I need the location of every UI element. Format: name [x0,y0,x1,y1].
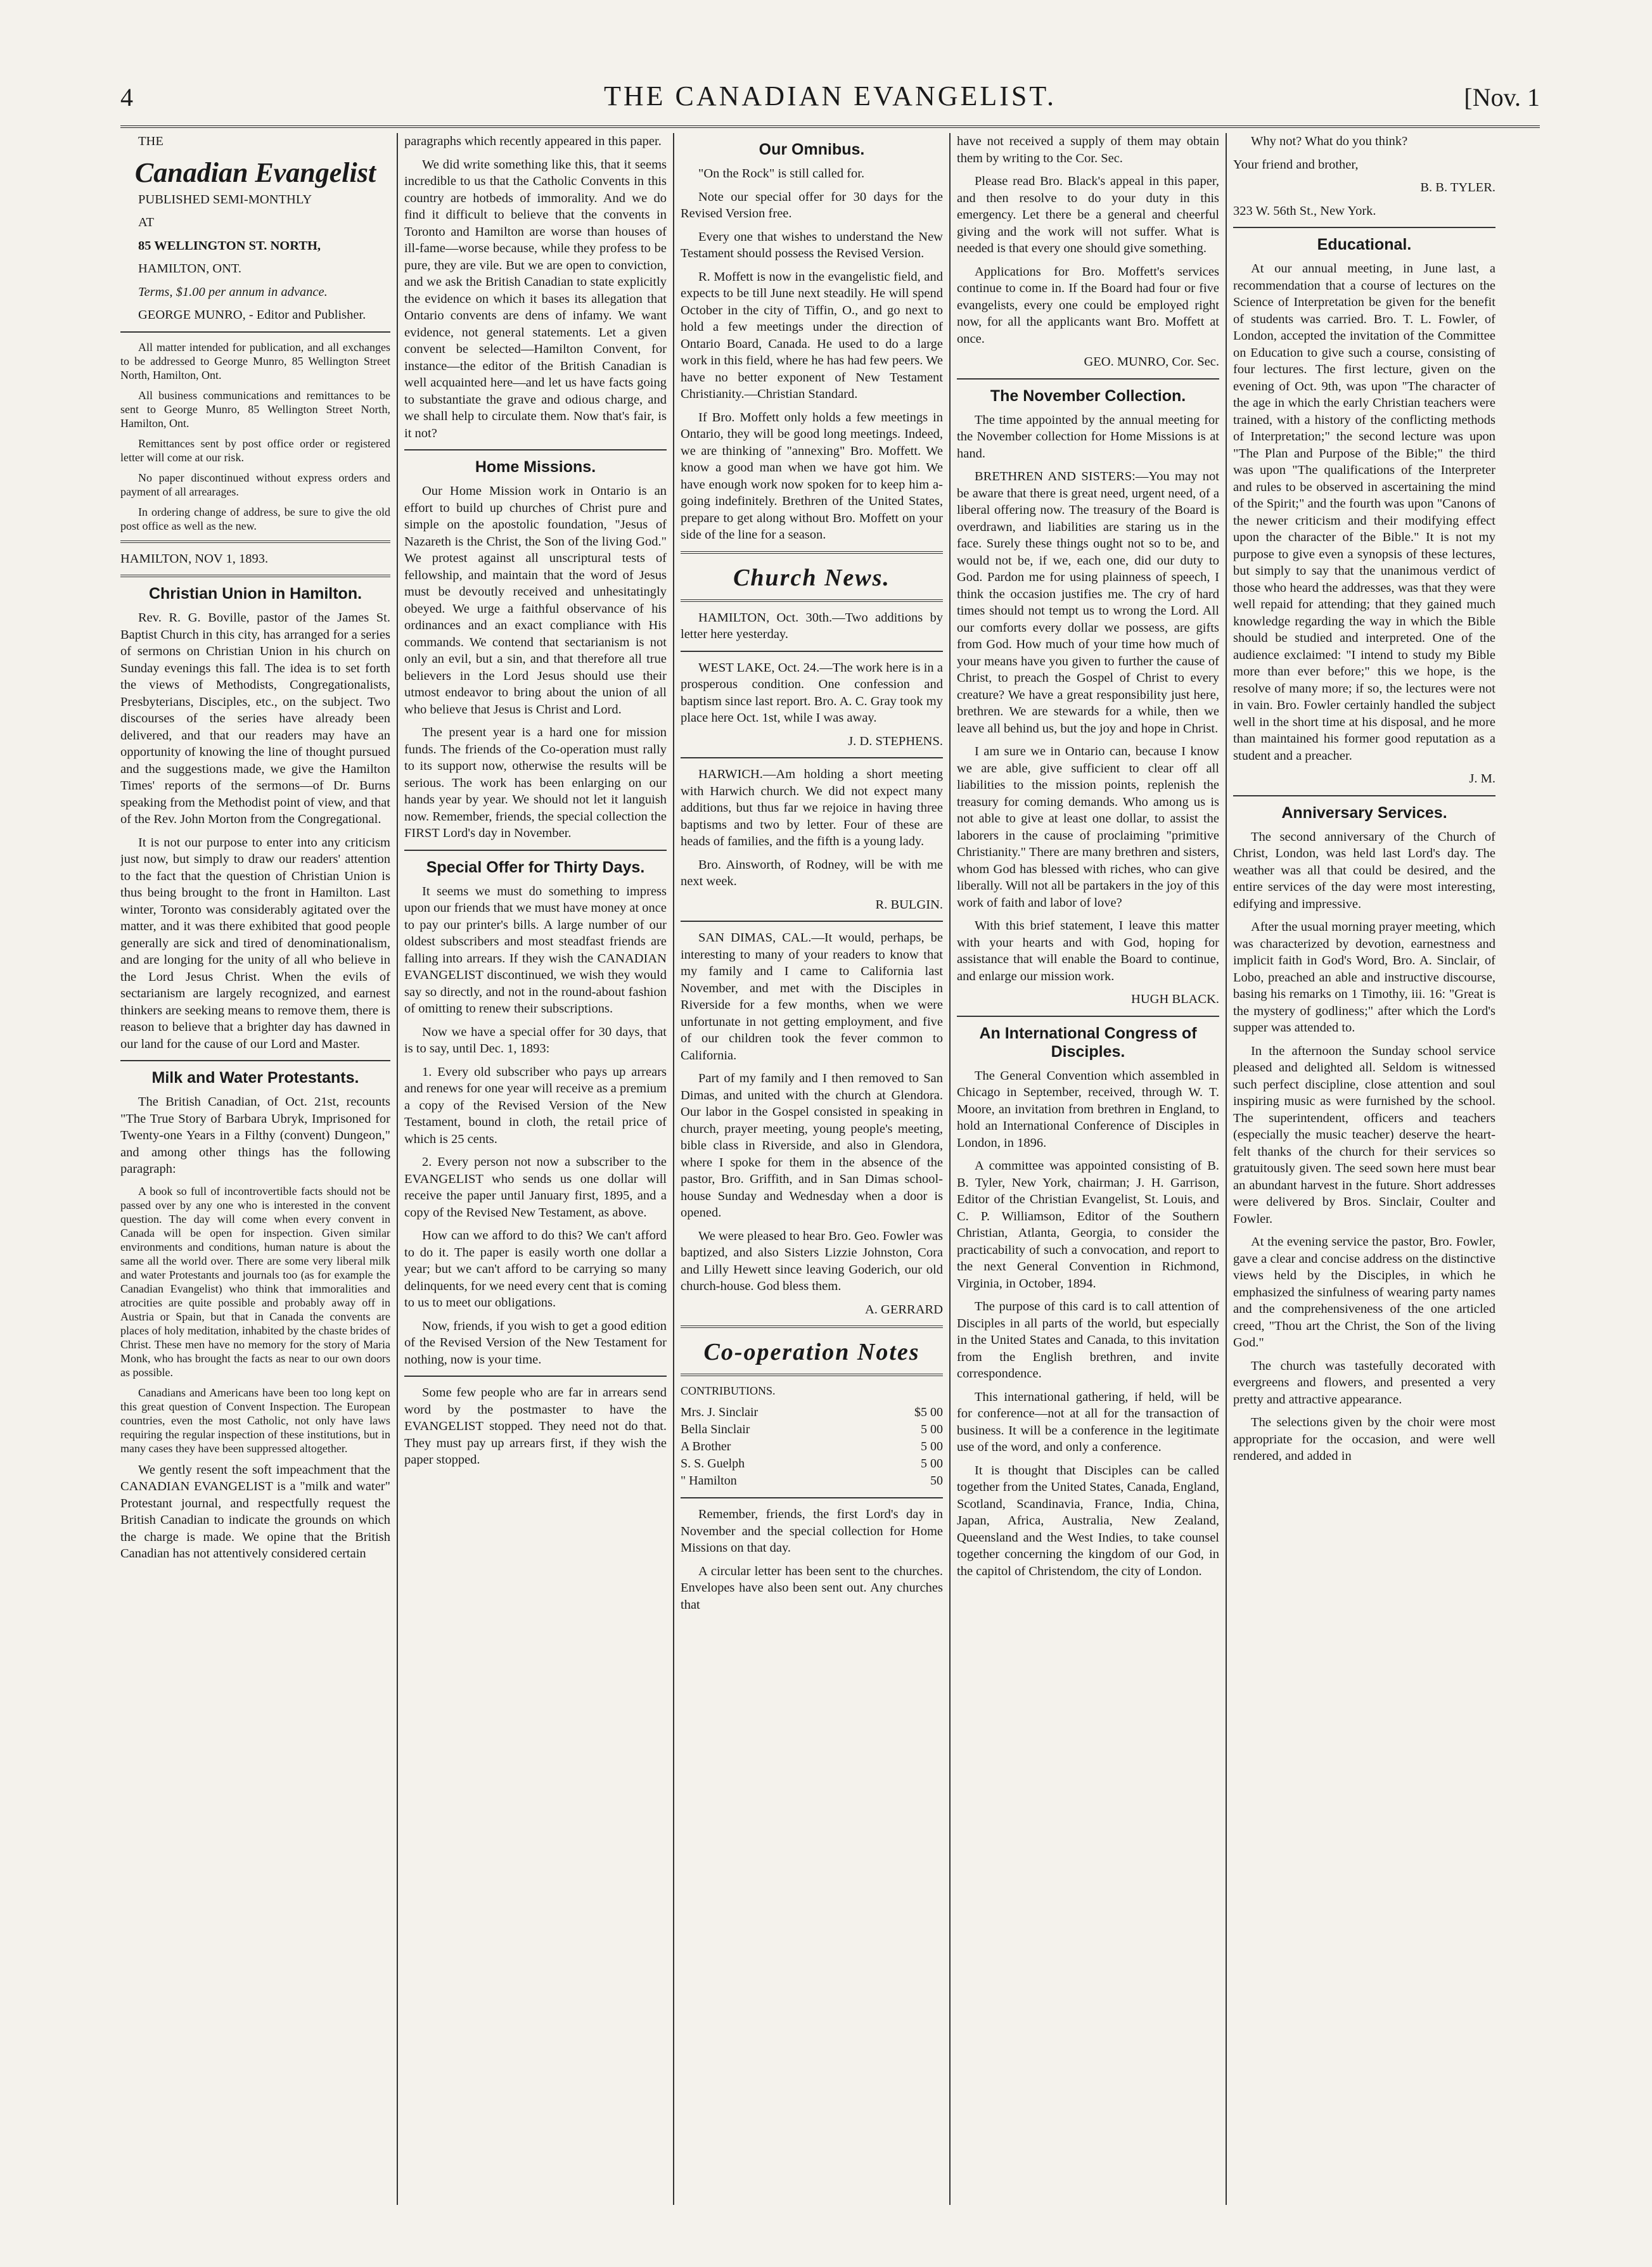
article-quote: A book so full of incontrovertible facts should not be passed over by any one who is interested in the convent question. The day will come when every convent in Canada will be open for inspection. Given similar environments and conditions, human nature is about the same all the world over. There are some very liberal milk and water Protestants and journals too (as for example the Canadian Evangelist) who think that immoralities and atrocities are quite possible and probably away off in Austria or Spain, but that in Canada the convents are places of holy meditation, inhabited by the chaste brides of Christ. These men have no memory for the story of Maria Monk, who has brought the facts as near to our own doors as possible. [120,1184,390,1379]
article-paragraph: Our Home Mission work in Ontario is an effort to build up churches of Christ pure and simple on the apostolic foundation, "Jesus of Nazareth is the Christ, the Son of the living God." We protest against all unscriptural tests of fellowship, and maintain that the word of Jesus must be devoutly received and unhesitatingly obeyed. We urge a faithful observance of his ordinances and an exact compliance with His commands. We contend that sectarianism is not only an evil, but a sin, and that therefore all true believers in the Lord Jesus should use their utmost endeavor to bring about the union of all who believe that Jesus is Christ and Lord. [404,484,667,717]
contribution-row [681,1455,943,1472]
page-header [120,76,1540,120]
article-paragraph: Why not? What do you think? [1251,134,1408,148]
article-paragraph: Your friend and brother, [1233,157,1359,172]
masthead-address: 85 WELLINGTON ST. NORTH, [138,238,321,253]
section-title: Co-operation Notes [703,1339,920,1365]
article-paragraph: The church was tastefully decorated with evergreens and flowers, and presented a very pretty and attractive appearance. [1233,1358,1495,1407]
divider [681,921,943,922]
article-paragraph: SAN DIMAS, CAL.—It would, perhaps, be interesting to many of your readers to know that my family and I came to California last November, and met with the Disciples in Riverside for a few months, when we were unfortunate in not getting employment, and five of our children took the fever common to California. [681,931,943,1063]
column-1 [120,133,397,2205]
divider [1233,795,1495,796]
article-paragraph: Part of my family and I then removed to San Dimas, and united with the church at Glendora. Our labor in the Gospel consisted in speaking in church, prayer meeting, young people's meeting, bible class in Riverside, and also in Glendora, where I spoke for them in the absence of the pastor, Bro. Griffith, and in San Dimas school-house Sunday and Wednesday when a door is opened. [681,1071,943,1220]
masthead-name: Canadian Evangelist [134,156,376,188]
article-paragraph: At our annual meeting, in June last, a recommendation that a course of lectures on the Science of Interpretation be given for the benefit of students was carried. Bro. T. L. Fowler, of London, accepted the invitation of the Committee on Education to give such a course, consisting of four lectures. The first lecture, given on the evening of Oct. 9th, was upon "The character of the age in which the early Christian teachers were trained, with a history of the conflicting methods of Interpretation;" the second lecture was upon "The Plan and Purpose of the Bible;" the third was upon "The qualifications of the Interpreter and rules to be observed in ascertaining the mind of the Spirit;" and the fourth was upon "Canons of the newer criticism and their modifying effect upon the character of the Bible." It is not my purpose to give even a synopsis of these lectures, but simply to say that the unanimous verdict of those who heard the addresses, was that they were well repaid for attending; that they gained much knowledge regarding the way in which the Bible should be studied and interpreted. One of the audience exclaimed: "I intend to study my Bible more than ever before;" this we hope, is the resolve of many more; if so, the lectures were not in vain. Bro. Fowler certainly handled the subject well in the short time at his disposal, and he more than maintained his former good reputation as a student and a preacher. [1233,262,1495,763]
article-paragraph: 1. Every old subscriber who pays up arrears and renews for one year will receive as a premium a copy of the Revised Version of the New Testament, bound in cloth, the retail price of which is 25 cents. [404,1064,667,1146]
article-paragraph: R. Moffett is now in the evangelistic field, and expects to be till June next steadily. He will spend October in the city of Tiffin, O., and go next to hold a few meetings under the direction of Ontario Board, Canada. He used to do a large work in this field, where he has had few peers. We have no better exponent of New Testament Christianity.—Christian Standard. [681,269,943,401]
notice: All matter intended for publication, and all exchanges to be addressed to George Munro, 85 Wellington Street North, Hamilton, Ont. [120,340,390,381]
article-title: Special Offer for Thirty Days. [426,858,645,876]
article-paragraph: The time appointed by the annual meeting for the November collection for Home Missions is at hand. [957,412,1219,461]
article-paragraph: With this brief statement, I leave this matter with your hearts and with God, hoping for assistance that will enable the Board to continue, and enlarge our mission work. [957,919,1219,983]
signature: B. B. TYLER. [1420,181,1495,195]
article-title: Our Omnibus. [759,141,865,158]
masthead-published: PUBLISHED SEMI-MONTHLY [138,192,312,207]
masthead-at: AT [138,215,155,229]
article-paragraph: 2. Every person not now a subscriber to the EVANGELIST who sends us one dollar will receive the paper until January first, 1895, and a copy of the Revised New Testament, as above. [404,1155,667,1220]
article-paragraph: How can we afford to do this? We can't afford to do it. The paper is easily worth one dollar a year; but we can't afford to be carrying so many delinquents, for we need every cent that is coming to us to meet our obligations. [404,1229,667,1310]
article-paragraph: Rev. R. G. Boville, pastor of the James St. Baptist Church in this city, has arranged for a series of sermons on Christian Union in his church on Sunday evenings this fall. The idea is to set forth the views of Methodists, Congregationalists, Presbyterians, Disciples, etc., on the subject. Two discourses of the series have already been delivered, and that our readers may have an opportunity of knowing the line of thought pursued and the suggestions made, we give the Hamilton Times' reports of the sermons—of Dr. Burns speaking from the Methodist point of view, and that of the Rev. John Morton from the Congregational. [120,611,390,826]
notice: All business communications and remittances to be sent to George Munro, 85 Wellington Street North, Hamilton, Ont. [120,388,390,430]
article-title: Milk and Water Protestants. [151,1069,359,1087]
article-quote: Canadians and Americans have been too long kept on this great question of Convent Inspection. The European countries, even the most Catholic, not only have laws requiring the regular inspection of these institutions, but in many cases they have been suppressed altogether. [120,1386,390,1455]
contribution-row [681,1472,943,1490]
article-paragraph: It seems we must do something to impress upon our friends that we must have money at once to pay our printer's bills. A large number of our oldest subscribers and most steadfast friends are falling into arrears. If they wish the CANADIAN EVANGELIST discontinued, we wish they would say so directly, and not in the round-about fashion of omitting to renew their subscriptions. [404,884,667,1016]
contribution-amount: $5 00 [914,1405,943,1419]
notice: Remittances sent by post office order or registered letter will come at our risk. [120,437,390,464]
divider [681,757,943,758]
contributor-name: " Hamilton [681,1474,737,1488]
notice: In ordering change of address, be sure to give the old post office as well as the new. [120,505,390,532]
dateline: HAMILTON, NOV 1, 1893. [120,551,269,566]
contribution-row [681,1438,943,1455]
divider [681,1325,943,1328]
masthead-small: THE [138,134,163,148]
header-rule [120,125,1540,128]
divider [681,1497,943,1498]
contributions-list [681,1404,943,1490]
contribution-row [681,1404,943,1421]
article-paragraph: The General Convention which assembled in Chicago in September, received, through W. T. Moore, an invitation from brethren in England, to hold an International Conference of Disciples in London, in 1896. [957,1068,1219,1150]
article-paragraph: After the usual morning prayer meeting, which was characterized by devotion, earnestness and implicit faith in God's Word, Bro. A. Sinclair, of Lobo, preached an able and instructive discourse, basing his remarks on 1 Timothy, iii. 16: "Great is the mystery of godliness;" after which the Lord's supper was attended to. [1233,920,1495,1035]
article-paragraph: A circular letter has been sent to the churches. Envelopes have also been sent out. Any churches that [681,1564,943,1612]
contribution-amount: 5 00 [921,1457,943,1471]
page-number: 4 [120,83,133,112]
article-paragraph: We did write something like this, that it seems incredible to us that the Catholic Convents in this country are hotbeds of immorality. And we do find it difficult to believe that the convents in Toronto and Hamilton are worse than houses of ill-fame—worse because, while they profess to be pure, they are vile. But we are open to conviction, and we ask the British Canadian to state explicitly the evidence on which it bases its allegation that Ontario convents are dens of infamy. We want evidence, not general statements. Let a given convent be selected—Hamilton Convent, for instance—the editor of the British Canadian is well acquainted here—and let us have facts going to substantiate the grave and odious charge, and we shall help to circulate them. Now that's fair, is it not? [404,157,667,440]
article-paragraph: Bro. Ainsworth, of Rodney, will be with me next week. [681,857,943,888]
divider [957,1016,1219,1017]
article-title: Home Missions. [475,458,596,476]
column-2 [397,133,673,2205]
contributor-name: Mrs. J. Sinclair [681,1405,759,1419]
divider [404,1376,667,1377]
divider [681,651,943,652]
article-paragraph: The present year is a hard one for mission funds. The friends of the Co-operation must rally to its support now, otherwise the results will be serious. The work has been enlarging on our hands year by year. We should not let it languish now. Remember, friends, the special collection the FIRST Lord's day in November. [404,725,667,840]
article-paragraph: The second anniversary of the Church of Christ, London, was held last Lord's day. The weather was all that could be desired, and the entire services of the day were most interesting, edifying and impressive. [1233,829,1495,911]
contribution-amount: 5 00 [921,1422,943,1436]
contributor-name: Bella Sinclair [681,1422,750,1436]
section-title: Church News. [733,564,890,591]
divider [681,551,943,554]
article-paragraph: WEST LAKE, Oct. 24.—The work here is in a prosperous condition. One confession and baptism since last report. Bro. A. C. Gray took my place here Oct. 1st, while I was away. [681,660,943,725]
article-paragraph: Note our special offer for 30 days for the Revised Version free. [681,189,943,220]
article-paragraph: The purpose of this card is to call attention of Disciples in all parts of the world, but especially in the United States and Canada, to this invitation from the English brethren, and invite correspondence. [957,1300,1219,1381]
signature: A. GERRARD [864,1302,943,1317]
article-paragraph: BRETHREN AND SISTERS:—You may not be aware that there is great need, urgent need, of a liberal offering now. The treasury of the Board is overdrawn, and liabilities are staring us in the face. Surely these things ought not so to be, and would not be, if we, each one, did our duty to God. Pardon me for using plainness of speech, I think the occasion justifies me. The cry of hard times should not tempt us to wrong the Lord. All our comforts every dollar we possess, are gifts from God. How much of your time how much of your means have you given to further the cause of Christ, to preach the Gospel of Christ to every creature? We have a great responsibility just here, brethren. We are stewards for a while, then we leave all behind us, but the joy and hope in Christ. [957,469,1219,736]
contribution-row [681,1421,943,1438]
divider [957,378,1219,380]
article-paragraph: I am sure we in Ontario can, because I know we are able, give sufficient to clear off all liabilities to the mission points, replenish the treasury for coming demands. Who among us is not able to give at least one dollar, to assist the laborers in the cause of proclaiming "primitive Christianity." There are many brethren and sisters, whom God has blessed with riches, who can give liberally. Will not all be partakers in the joy of this work of faith and labor of love? [957,744,1219,910]
newspaper-title: THE CANADIAN EVANGELIST. [604,80,1056,112]
columns [120,133,1540,2205]
article-paragraph: Please read Bro. Black's appeal in this paper, and then resolve to do your duty in this emergency. Let there be a general and cheerful giving and the work will not suffer. What is needed is that every one should give something. [957,174,1219,255]
contributor-name: S. S. Guelph [681,1457,745,1471]
signature: J. M. [1469,772,1495,786]
contributor-name: A Brother [681,1440,731,1453]
article-paragraph: A committee was appointed consisting of B. B. Tyler, New York, chairman; J. H. Garrison, Editor of the Christian Evangelist, St. Louis, and C. P. Williamson, Editor of the Southern Christian, Atlanta, Georgia, to consider the practicability of such a convocation, and report to the next General Convention in Richmond, Virginia, in October, 1894. [957,1159,1219,1291]
divider [120,575,390,577]
article-paragraph: At the evening service the pastor, Bro. Fowler, gave a clear and concise address on the distinctive views held by the Disciples, in which he emphasized the sinfulness of wearing party names and the comprehensiveness of the one articled creed, "Thou art the Christ, the Son of the living God." [1233,1235,1495,1350]
column-4 [949,133,1226,2205]
divider [1233,227,1495,228]
column-3 [673,133,949,2205]
article-paragraph: It is thought that Disciples can be called together from the United States, Canada, England, Scotland, Scandinavia, France, India, China, Japan, Africa, Australia, New Zealand, Queensland and the West Indies, to take counsel together concerning the kingdom of our God, in the capitol of Christendom, the city of London. [957,1463,1219,1578]
article-paragraph: paragraphs which recently appeared in this paper. [404,134,662,148]
column-5 [1226,133,1502,2205]
divider [681,1374,943,1376]
article-paragraph: In the afternoon the Sunday school service pleased and delighted all. Seldom is witnessed such perfect discipline, close attention and soul inspiring music as were furnished by the school. The superintendent, officers and teachers (especially the music teacher) deserve the heart-felt thanks of the church for their services so gratuitously given. The seed sown here must bear an abundant harvest in the future. Short addresses were delivered by Bros. Sinclair, Coulter and Fowler. [1233,1044,1495,1226]
article-paragraph: Applications for Bro. Moffett's services continue to come in. If the Board had four or five evangelists, every one could be employed right now, for all the applicants want Bro. Moffett at once. [957,264,1219,346]
article-paragraph: "On the Rock" is still called for. [698,167,865,181]
article-paragraph: HAMILTON, Oct. 30th.—Two additions by letter here yesterday. [681,610,943,641]
article-title: Anniversary Services. [1281,803,1447,822]
contributions-heading: CONTRIBUTIONS. [681,1384,776,1397]
article-paragraph: Some few people who are far in arrears send word by the postmaster to have the EVANGELIST stopped. They need not do that. They must pay up arrears first, if they wish the paper stopped. [404,1386,667,1467]
article-title: An International Congress of Disciples. [979,1024,1197,1061]
divider [120,540,390,543]
article-paragraph: HARWICH.—Am holding a short meeting with Harwich church. We did not expect many additions, but thus far we rejoice in having three baptisms and two by letter. Four of these are heads of families, and the fifth is a young lady. [681,767,943,848]
article-paragraph: It is not our purpose to enter into any criticism just now, but simply to draw our readers' attention to the fact that the question of Christian Union is thus being brought to the front in Hamilton. Last winter, Toronto was considerably agitated over the matter, and it was there exhibited that good people generally are sick and tired of denominationalism, and are longing for the unity of all who believe in the Lord Jesus Christ. When the evils of sectarianism are largely recognized, and earnest thinkers are seeking means to remove them, there is reason to believe that a brighter day has dawned in our land for the cause of our Lord and Master. [120,835,390,1051]
article-title: Christian Union in Hamilton. [148,585,362,603]
masthead-editor: GEORGE MUNRO, - Editor and Publisher. [138,308,366,322]
article-paragraph: We gently resent the soft impeachment that the CANADIAN EVANGELIST is a "milk and water" Protestant journal, and respectfully request the British Canadian to indicate the grounds on which the charge is made. We opine that the British Canadian has not attentively considered certain [120,1462,390,1561]
article-title: Educational. [1317,236,1412,253]
article-paragraph: Remember, friends, the first Lord's day in November and the special collection for Home Missions on that day. [681,1507,943,1555]
article-paragraph: We were pleased to hear Bro. Geo. Fowler was baptized, and also Sisters Lizzie Johnston, Cora and Lilly Hewett since leaving Goderich, our old church-house. God bless them. [681,1229,943,1293]
article-paragraph: The British Canadian, of Oct. 21st, recounts "The True Story of Barbara Ubryk, Imprisoned for Twenty-one Years in a Filthy (convent) Dungeon," and among other things has the following paragraph: [120,1095,390,1176]
divider [404,449,667,450]
article-paragraph: This international gathering, if held, will be for conference—not at all for the transaction of business. It will be a conference in the legitimate use of the word, and only a conference. [957,1389,1219,1454]
divider [404,850,667,851]
notice: No paper discontinued without express orders and payment of all arrearages. [120,471,390,498]
signature: J. D. STEPHENS. [848,734,943,748]
divider [681,599,943,602]
article-paragraph: If Bro. Moffett only holds a few meetings in Ontario, they will be good long meetings. Indeed, we are thinking of "annexing" Bro. Moffett. We know a good man when we have got him. We have enough work now spoken for to keep him a-going indefinitely. Brethren of the United States, prepare to get along without Bro. Moffett on your side of the line for a season. [681,410,943,542]
divider [120,331,390,333]
masthead-city: HAMILTON, ONT. [138,262,242,276]
masthead-terms: Terms, $1.00 per annum in advance. [138,284,328,299]
article-title: The November Collection. [990,386,1186,405]
contribution-amount: 50 [930,1474,943,1488]
divider [120,1060,390,1061]
article-paragraph: have not received a supply of them may obtain them by writing to the Cor. Sec. [957,134,1219,165]
article-paragraph: Every one that wishes to understand the New Testament should possess the Revised Version. [681,229,943,260]
article-paragraph: Now, friends, if you wish to get a good edition of the Revised Version of the New Testament for nothing, now is your time. [404,1319,667,1367]
article-paragraph: Now we have a special offer for 30 days, that is to say, until Dec. 1, 1893: [404,1025,667,1056]
signature: HUGH BLACK. [1131,992,1219,1006]
signature: GEO. MUNRO, Cor. Sec. [1084,355,1219,369]
contribution-amount: 5 00 [921,1440,943,1453]
signature: R. BULGIN. [875,897,943,912]
issue-date: [Nov. 1 [1464,83,1540,112]
signature-address: 323 W. 56th St., New York. [1233,203,1376,218]
article-paragraph: The selections given by the choir were most appropriate for the occasion, and were well rendered, and added in [1233,1415,1495,1463]
